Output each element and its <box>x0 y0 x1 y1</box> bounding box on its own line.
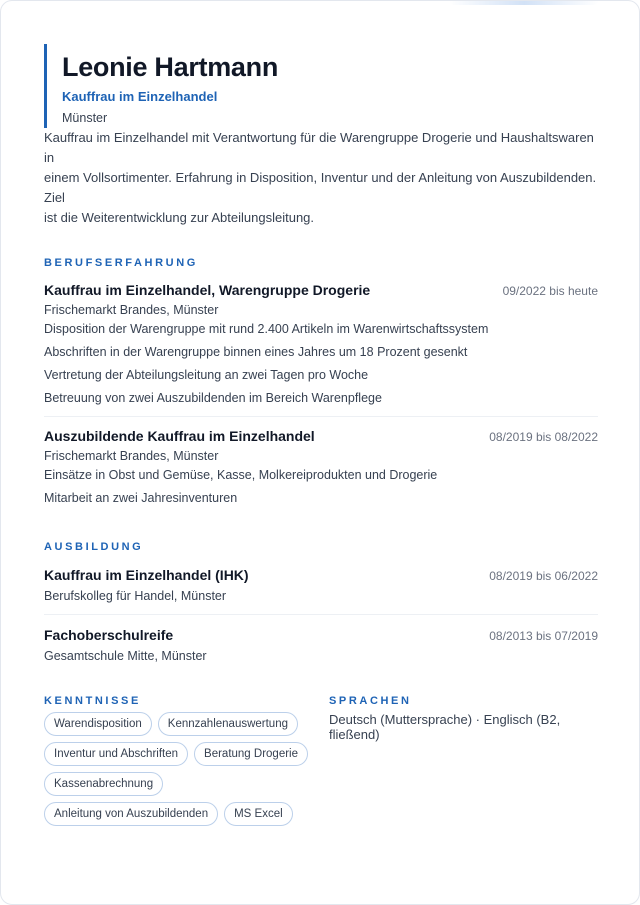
skill-chip: Inventur und Abschriften <box>44 742 188 766</box>
education-title: Kauffrau im Einzelhandel (IHK) <box>44 567 249 583</box>
job-bullet: Betreuung von zwei Auszubildenden im Bereich Warenpflege <box>44 391 382 405</box>
job-bullet: Disposition der Warengruppe mit rund 2.400 Artikeln im Warenwirtschaftssystem <box>44 322 489 336</box>
education-title: Fachoberschulreife <box>44 627 174 643</box>
languages-section-title: SPRACHEN <box>329 695 412 707</box>
experience-section-title: BERUFSERFAHRUNG <box>44 257 198 269</box>
skill-chip: Kassenabrechnung <box>44 772 163 796</box>
job-bullet: Einsätze in Obst und Gemüse, Kasse, Molkereiprodukten und Drogerie <box>44 468 438 482</box>
person-city: Münster <box>62 111 108 125</box>
job-header <box>44 428 598 444</box>
job-entry <box>44 282 598 406</box>
person-role: Kauffrau im Einzelhandel <box>62 89 218 104</box>
skills-chip-row <box>44 712 329 736</box>
person-name: Leonie Hartmann <box>62 52 279 82</box>
education-entry <box>44 567 598 603</box>
skills-column <box>44 695 329 826</box>
job-bullet: Vertretung der Abteilungsleitung an zwei Tagen pro Woche <box>44 368 369 382</box>
skill-chip: Beratung Drogerie <box>194 742 308 766</box>
education-entry <box>44 627 598 663</box>
decorative-glow <box>449 0 599 5</box>
job-title: Kauffrau im Einzelhandel, Warengruppe Drogerie <box>44 282 371 298</box>
education-header <box>44 627 598 643</box>
skill-chip: Kennzahlenauswertung <box>158 712 298 736</box>
education-section-title: AUSBILDUNG <box>44 541 144 553</box>
skill-chip: MS Excel <box>224 802 293 826</box>
summary-line: Kauffrau im Einzelhandel mit Verantwortung für die Warengruppe Drogerie und Haushaltswaren in <box>44 130 594 165</box>
job-organization: Frischemarkt Brandes, Münster <box>44 303 219 317</box>
education-header <box>44 567 598 583</box>
education-institution: Berufskolleg für Handel, Münster <box>44 589 227 603</box>
skill-chip: Anleitung von Auszubildenden <box>44 802 218 826</box>
entry-divider <box>44 416 598 417</box>
skills-chip-row <box>44 742 329 766</box>
job-bullet: Abschriften in der Warengruppe binnen eines Jahres um 18 Prozent gesenkt <box>44 345 468 359</box>
education-institution: Gesamtschule Mitte, Münster <box>44 649 207 663</box>
summary-line: ist die Weiterentwicklung zur Abteilungsleitung. <box>44 210 315 225</box>
education-date: 08/2013 bis 07/2019 <box>489 629 598 643</box>
job-date: 08/2019 bis 08/2022 <box>489 430 598 444</box>
skills-languages-row <box>44 695 598 826</box>
job-title: Auszubildende Kauffrau im Einzelhandel <box>44 428 315 444</box>
languages-column <box>329 695 598 826</box>
job-organization: Frischemarkt Brandes, Münster <box>44 449 219 463</box>
languages-text: Deutsch (Muttersprache) · Englisch (B2, fließend) <box>329 712 561 742</box>
job-header <box>44 282 598 298</box>
entry-divider <box>44 614 598 615</box>
skill-chip: Warendisposition <box>44 712 152 736</box>
skills-chip-row <box>44 772 329 796</box>
profile-summary <box>44 128 598 228</box>
skills-section-title: KENNTNISSE <box>44 695 141 707</box>
job-date: 09/2022 bis heute <box>502 284 598 298</box>
skills-chip-row <box>44 802 329 826</box>
job-bullet: Mitarbeit an zwei Jahresinventuren <box>44 491 238 505</box>
resume-header <box>44 44 598 128</box>
summary-line: einem Vollsortimenter. Erfahrung in Disposition, Inventur und der Anleitung von Auszubildenden. Ziel <box>44 170 597 205</box>
education-date: 08/2019 bis 06/2022 <box>489 569 598 583</box>
resume-content <box>44 44 598 826</box>
job-entry <box>44 428 598 506</box>
